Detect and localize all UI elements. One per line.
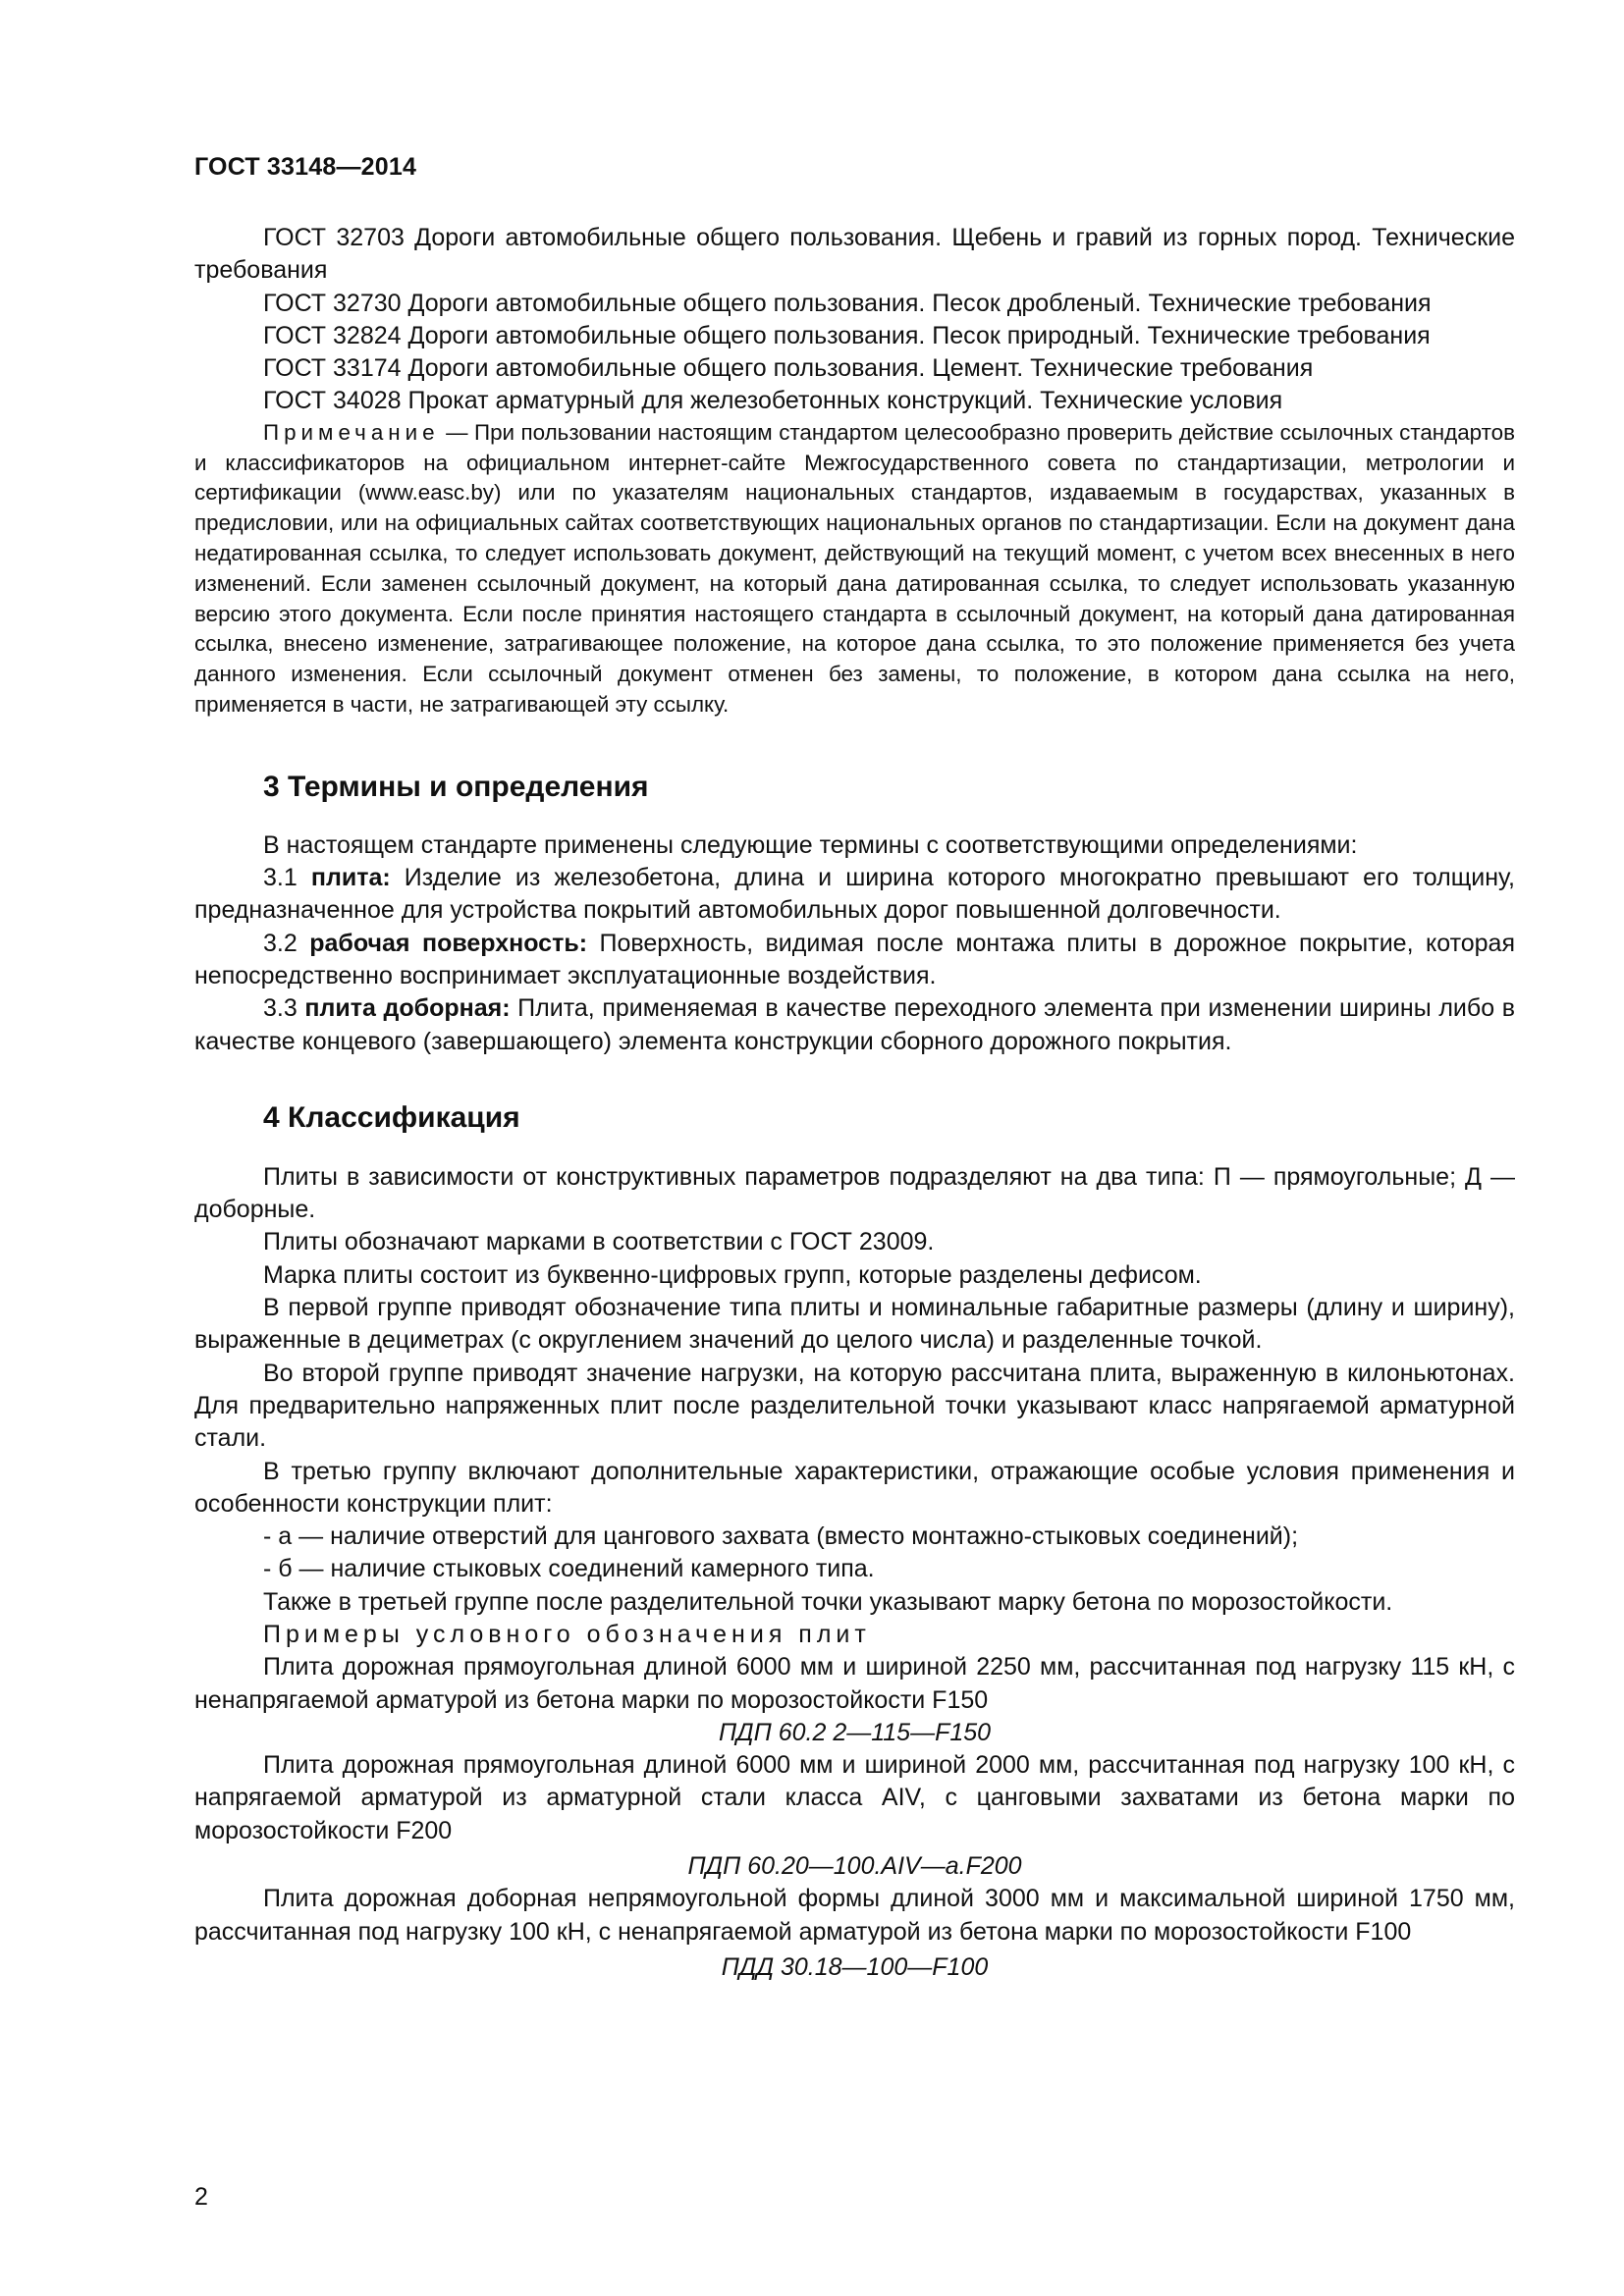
page-number: 2 <box>194 2183 208 2211</box>
section-3-title: 3 Термины и определения <box>263 770 649 803</box>
term-number: 3.1 <box>263 864 311 892</box>
term-text: Плита, применяемая в качестве переходного элемента при изменении ширины либо в качестве концевого (завершающего) элемента конструкции сборного дорожного покрытия. <box>194 994 1516 1055</box>
term-number: 3.2 <box>263 929 310 957</box>
reference-item: ГОСТ 32703 Дороги автомобильные общего пользования. Щебень и гравий из горных пород. Технические требования <box>194 224 1515 285</box>
body-paragraph: Марка плиты состоит из буквенно-цифровых групп, которые разделены дефисом. <box>263 1260 1202 1289</box>
example-designation: ПДП 60.2 2—115—F150 <box>718 1718 992 1746</box>
term-definition <box>194 862 1515 928</box>
reference-item: ГОСТ 32730 Дороги автомобильные общего пользования. Песок дробленый. Технические требования <box>263 289 1432 317</box>
example-description: Плита дорожная прямоугольная длиной 6000 мм и шириной 2250 мм, рассчитанная под нагрузку 115 кН, с ненапрягаемой арматурой из бетона марки по морозостойкости F150 <box>194 1653 1515 1714</box>
body-paragraph: Плиты в зависимости от конструктивных параметров подразделяют на два типа: П — прямоугольные; Д — доборные. <box>194 1162 1515 1224</box>
term-name: рабочая поверхность: <box>309 929 588 957</box>
document-header: ГОСТ 33148—2014 <box>194 153 417 181</box>
reference-item: ГОСТ 33174 Дороги автомобильные общего пользования. Цемент. Технические требования <box>263 354 1314 383</box>
note-text: — При пользовании настоящим стандартом целесообразно проверить действие ссылочных стандартов и классификаторов на официальном интернет-сайте Межгосударственного совета по стандартизации, метрологии и сертификации (www.easc.by) или по указателям национальных стандартов, издаваемым в государствах, указанных в предисловии, или на официальных сайтах соответствующих национальных органов по стандартизации. Если на документ дана недатированная ссылка, то следует использовать документ, действующий на текущий момент, с учетом всех внесенных в него изменений. Если заменен ссылочный документ, на который дана датированная ссылка, то следует использовать указанную версию этого документа. Если после принятия настоящего стандарта в ссылочный документ, на который дана датированная ссылка, внесено изменение, затрагивающее положение, на которое дана ссылка, то это положение применяется без учета данного изменения. Если ссылочный документ отменен без замены, то положение, в котором дана ссылка на него, применяется в части, не затрагивающей эту ссылку. <box>194 419 1515 717</box>
body-paragraph: Также в третьей группе после разделительной точки указывают марку бетона по морозостойкости. <box>263 1587 1393 1616</box>
example-designation: ПДД 30.18—100—F100 <box>721 1952 989 1981</box>
reference-item: ГОСТ 34028 Прокат арматурный для железобетонных конструкций. Технические условия <box>263 387 1283 415</box>
term-text: Поверхность, видимая после монтажа плиты в дорожное покрытие, которая непосредственно воспринимает эксплуатационные воздействия. <box>194 929 1515 989</box>
term-definition <box>194 928 1515 993</box>
body-paragraph: В третью группу включают дополнительные характеристики, отражающие особые условия применения и особенности конструкции плит: <box>194 1457 1515 1518</box>
list-item: - б — наличие стыковых соединений камерного типа. <box>263 1555 875 1583</box>
example-description: Плита дорожная прямоугольная длиной 6000 мм и шириной 2000 мм, рассчитанная под нагрузку 100 кН, с напрягаемой арматурой из арматурной стали класса AIV, с цанговыми захватами из бетона марки по морозостойкости F200 <box>194 1751 1515 1844</box>
reference-item: ГОСТ 32824 Дороги автомобильные общего пользования. Песок природный. Технические требования <box>263 321 1431 349</box>
document-body <box>194 222 1515 1984</box>
term-definition <box>194 992 1515 1058</box>
example-designation: ПДП 60.20—100.AIV—a.F200 <box>687 1852 1022 1881</box>
body-paragraph: Плиты обозначают марками в соответствии с ГОСТ 23009. <box>263 1228 935 1256</box>
note-label: Примечание <box>263 419 440 445</box>
term-number: 3.3 <box>263 994 305 1023</box>
term-text: Изделие из железобетона, длина и ширина которого многократно превышают его толщину, предназначенное для устройства покрытий автомобильных дорог повышенной долговечности. <box>194 864 1515 925</box>
section-4-title: 4 Классификация <box>263 1100 520 1134</box>
examples-label: Примеры условного обозначения плит <box>263 1620 871 1648</box>
section-3-intro: В настоящем стандарте применены следующие термины с соответствующими определениями: <box>263 830 1358 859</box>
term-name: плита доборная: <box>304 994 511 1023</box>
example-description: Плита дорожная доборная непрямоугольной формы длиной 3000 мм и максимальной шириной 1750 мм, рассчитанная под нагрузку 100 кН, с ненапрягаемой арматурой из бетона марки по морозостойкости F100 <box>194 1885 1515 1946</box>
body-paragraph: Во второй группе приводят значение нагрузки, на которую рассчитана плита, выраженную в килоньютонах. Для предварительно напряженных плит после разделительной точки указывают класс напрягаемой арматурной стали. <box>194 1359 1515 1453</box>
list-item: - а — наличие отверстий для цангового захвата (вместо монтажно-стыковых соединений); <box>263 1522 1299 1551</box>
term-name: плита: <box>310 864 391 892</box>
body-paragraph: В первой группе приводят обозначение типа плиты и номинальные габаритные размеры (длину и ширину), выраженные в дециметрах (с округлением значений до целого числа) и разделенные точкой. <box>194 1294 1515 1355</box>
note-paragraph <box>194 418 1515 721</box>
normative-references <box>194 222 1515 418</box>
